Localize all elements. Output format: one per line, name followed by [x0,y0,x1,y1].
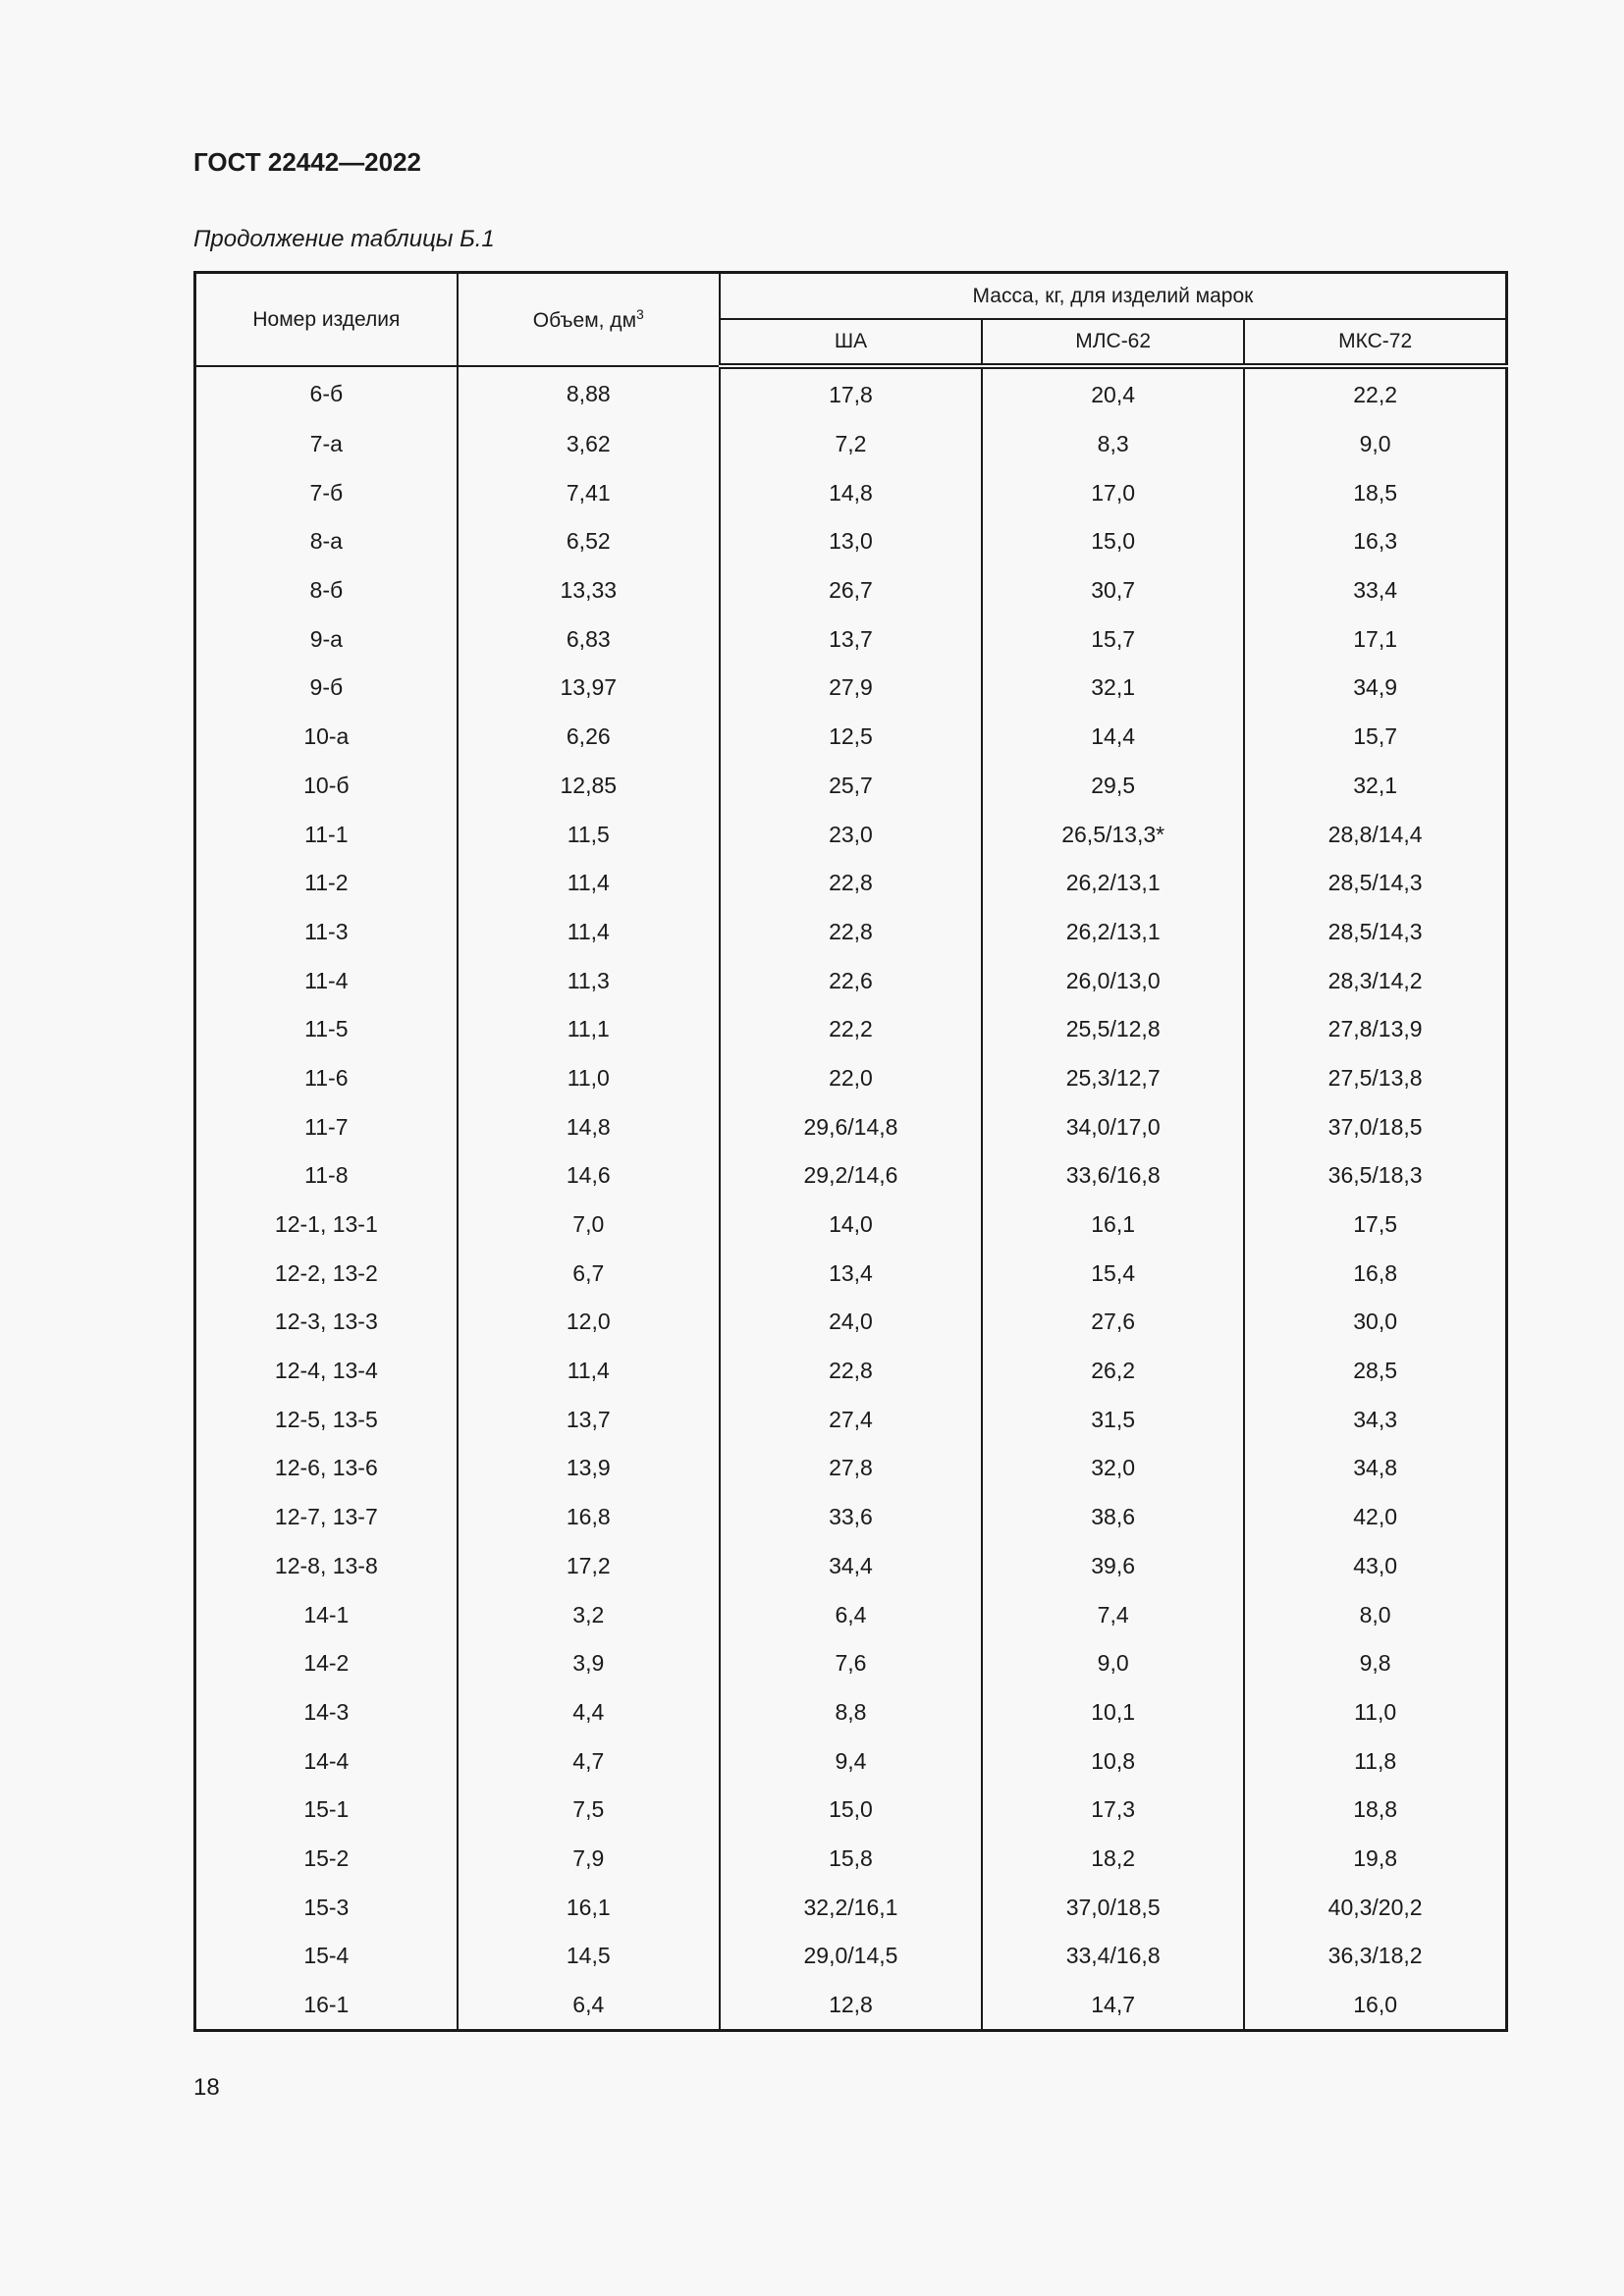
cell-volume: 7,41 [458,468,720,517]
cell-item-number: 15-3 [195,1883,458,1932]
cell-item-number: 14-1 [195,1590,458,1639]
cell-item-number: 11-8 [195,1151,458,1201]
cell-mass-mks72: 16,8 [1244,1249,1506,1298]
cell-mass-mks72: 28,5/14,3 [1244,908,1506,957]
cell-mass-mls62: 26,2 [982,1347,1244,1396]
cell-volume: 12,85 [458,762,720,811]
cell-mass-mks72: 37,0/18,5 [1244,1102,1506,1151]
cell-mass-mks72: 32,1 [1244,762,1506,811]
cell-mass-mks72: 9,0 [1244,420,1506,469]
cell-item-number: 16-1 [195,1981,458,2031]
table-row [195,468,1507,517]
cell-item-number: 11-5 [195,1005,458,1054]
cell-mass-mls62: 39,6 [982,1542,1244,1591]
cell-item-number: 7-а [195,420,458,469]
table-row [195,956,1507,1005]
cell-volume: 11,4 [458,859,720,908]
cell-mass-mks72: 19,8 [1244,1835,1506,1884]
table-row [195,762,1507,811]
cell-mass-mks72: 16,3 [1244,517,1506,566]
cell-mass-mks72: 18,8 [1244,1786,1506,1835]
cell-item-number: 8-а [195,517,458,566]
cell-mass-sha: 7,6 [720,1639,982,1688]
cell-mass-mls62: 26,5/13,3* [982,810,1244,859]
cell-item-number: 12-4, 13-4 [195,1347,458,1396]
table-row [195,1444,1507,1493]
cell-item-number: 12-7, 13-7 [195,1493,458,1542]
cell-mass-sha: 29,0/14,5 [720,1932,982,1981]
cell-mass-mks72: 28,5 [1244,1347,1506,1396]
cell-mass-sha: 25,7 [720,762,982,811]
cell-item-number: 7-б [195,468,458,517]
table-row [195,1981,1507,2031]
cell-volume: 14,8 [458,1102,720,1151]
table-row [195,614,1507,664]
cell-mass-sha: 13,7 [720,614,982,664]
cell-volume: 11,0 [458,1054,720,1103]
cell-mass-mks72: 40,3/20,2 [1244,1883,1506,1932]
table-row [195,810,1507,859]
cell-mass-sha: 15,0 [720,1786,982,1835]
cell-mass-sha: 34,4 [720,1542,982,1591]
table-row [195,420,1507,469]
cell-mass-mls62: 16,1 [982,1201,1244,1250]
table-row [195,1590,1507,1639]
cell-volume: 13,97 [458,664,720,713]
table-caption: Продолжение таблицы Б.1 [193,226,495,252]
cell-mass-mks72: 43,0 [1244,1542,1506,1591]
cell-mass-mks72: 36,5/18,3 [1244,1151,1506,1201]
cell-mass-mls62: 26,2/13,1 [982,908,1244,957]
cell-mass-mls62: 34,0/17,0 [982,1102,1244,1151]
table-row [195,1249,1507,1298]
table-row [195,664,1507,713]
cell-mass-sha: 26,7 [720,566,982,615]
cell-mass-sha: 12,8 [720,1981,982,2031]
table-row [195,566,1507,615]
table-row [195,1786,1507,1835]
cell-volume: 17,2 [458,1542,720,1591]
cell-volume: 7,9 [458,1835,720,1884]
header-volume [458,273,720,367]
cell-mass-mks72: 17,1 [1244,614,1506,664]
cell-mass-mls62: 32,1 [982,664,1244,713]
header-item-number: Номер изделия [195,273,458,367]
cell-mass-mls62: 9,0 [982,1639,1244,1688]
cell-mass-mls62: 27,6 [982,1298,1244,1347]
document-title: ГОСТ 22442—2022 [193,147,421,177]
cell-mass-sha: 22,8 [720,1347,982,1396]
header-grade-sha: ША [720,319,982,366]
cell-volume: 13,7 [458,1395,720,1444]
cell-mass-mls62: 29,5 [982,762,1244,811]
cell-volume: 12,0 [458,1298,720,1347]
cell-mass-mls62: 26,0/13,0 [982,956,1244,1005]
header-volume-label: Объем, дм [532,309,637,332]
cell-volume: 7,0 [458,1201,720,1250]
cell-mass-sha: 14,8 [720,468,982,517]
cell-item-number: 11-6 [195,1054,458,1103]
cell-item-number: 11-7 [195,1102,458,1151]
cell-item-number: 12-2, 13-2 [195,1249,458,1298]
cell-mass-sha: 29,2/14,6 [720,1151,982,1201]
cell-mass-mks72: 42,0 [1244,1493,1506,1542]
table-row [195,1542,1507,1591]
cell-mass-mls62: 10,8 [982,1736,1244,1786]
cell-mass-sha: 17,8 [720,366,982,420]
cell-item-number: 11-2 [195,859,458,908]
cell-volume: 4,7 [458,1736,720,1786]
cell-mass-mks72: 28,5/14,3 [1244,859,1506,908]
table-row [195,1736,1507,1786]
cell-item-number: 15-4 [195,1932,458,1981]
cell-mass-mls62: 17,0 [982,468,1244,517]
cell-volume: 6,26 [458,713,720,762]
cell-mass-mls62: 8,3 [982,420,1244,469]
cell-mass-mls62: 25,3/12,7 [982,1054,1244,1103]
cell-item-number: 14-4 [195,1736,458,1786]
table-row [195,1201,1507,1250]
table-row [195,1688,1507,1737]
cell-mass-sha: 22,0 [720,1054,982,1103]
cell-item-number: 9-а [195,614,458,664]
header-volume-superscript: 3 [636,306,644,322]
cell-mass-mls62: 33,4/16,8 [982,1932,1244,1981]
cell-volume: 13,33 [458,566,720,615]
cell-mass-sha: 27,8 [720,1444,982,1493]
cell-mass-mks72: 34,8 [1244,1444,1506,1493]
cell-volume: 6,7 [458,1249,720,1298]
cell-mass-mks72: 28,8/14,4 [1244,810,1506,859]
table-row [195,1102,1507,1151]
cell-volume: 11,4 [458,1347,720,1396]
cell-mass-mls62: 14,7 [982,1981,1244,2031]
cell-mass-sha: 6,4 [720,1590,982,1639]
cell-item-number: 11-4 [195,956,458,1005]
cell-mass-sha: 8,8 [720,1688,982,1737]
cell-mass-sha: 29,6/14,8 [720,1102,982,1151]
cell-mass-sha: 15,8 [720,1835,982,1884]
cell-mass-mks72: 16,0 [1244,1981,1506,2031]
cell-mass-sha: 27,9 [720,664,982,713]
header-grade-mls62: МЛС-62 [982,319,1244,366]
cell-volume: 13,9 [458,1444,720,1493]
cell-volume: 16,1 [458,1883,720,1932]
cell-mass-sha: 14,0 [720,1201,982,1250]
cell-mass-mls62: 14,4 [982,713,1244,762]
cell-volume: 6,4 [458,1981,720,2031]
cell-volume: 11,3 [458,956,720,1005]
cell-item-number: 9-б [195,664,458,713]
cell-mass-sha: 27,4 [720,1395,982,1444]
cell-mass-mks72: 8,0 [1244,1590,1506,1639]
cell-mass-mls62: 32,0 [982,1444,1244,1493]
cell-item-number: 12-3, 13-3 [195,1298,458,1347]
cell-mass-mks72: 22,2 [1244,366,1506,420]
cell-mass-sha: 23,0 [720,810,982,859]
header-grade-mks72: МКС-72 [1244,319,1506,366]
cell-mass-mls62: 15,4 [982,1249,1244,1298]
cell-item-number: 12-6, 13-6 [195,1444,458,1493]
cell-mass-mks72: 11,8 [1244,1736,1506,1786]
cell-mass-mls62: 15,0 [982,517,1244,566]
cell-volume: 8,88 [458,366,720,420]
table-row [195,1883,1507,1932]
table-row [195,366,1507,420]
cell-mass-sha: 33,6 [720,1493,982,1542]
table-row [195,1932,1507,1981]
cell-item-number: 12-1, 13-1 [195,1201,458,1250]
table-row [195,1054,1507,1103]
cell-mass-mls62: 10,1 [982,1688,1244,1737]
cell-mass-mls62: 31,5 [982,1395,1244,1444]
cell-mass-sha: 9,4 [720,1736,982,1786]
cell-mass-mks72: 34,3 [1244,1395,1506,1444]
table-row [195,1298,1507,1347]
cell-mass-mks72: 30,0 [1244,1298,1506,1347]
cell-mass-mls62: 33,6/16,8 [982,1151,1244,1201]
cell-mass-mks72: 17,5 [1244,1201,1506,1250]
cell-item-number: 12-8, 13-8 [195,1542,458,1591]
cell-mass-mks72: 27,5/13,8 [1244,1054,1506,1103]
table-row [195,1347,1507,1396]
table-row [195,1835,1507,1884]
cell-item-number: 8-б [195,566,458,615]
cell-volume: 7,5 [458,1786,720,1835]
cell-mass-sha: 22,2 [720,1005,982,1054]
cell-item-number: 6-б [195,366,458,420]
cell-mass-mls62: 38,6 [982,1493,1244,1542]
cell-volume: 11,4 [458,908,720,957]
cell-mass-mls62: 7,4 [982,1590,1244,1639]
cell-mass-mls62: 18,2 [982,1835,1244,1884]
cell-mass-sha: 24,0 [720,1298,982,1347]
cell-mass-mls62: 20,4 [982,366,1244,420]
header-mass-group: Масса, кг, для изделий марок [720,273,1507,320]
cell-mass-sha: 22,6 [720,956,982,1005]
cell-volume: 14,5 [458,1932,720,1981]
cell-volume: 16,8 [458,1493,720,1542]
cell-mass-mks72: 36,3/18,2 [1244,1932,1506,1981]
cell-item-number: 10-а [195,713,458,762]
table-row [195,859,1507,908]
cell-mass-sha: 13,0 [720,517,982,566]
table-row [195,713,1507,762]
table-body [195,366,1507,2031]
cell-mass-mks72: 9,8 [1244,1639,1506,1688]
table-row [195,1005,1507,1054]
cell-volume: 14,6 [458,1151,720,1201]
cell-mass-mks72: 33,4 [1244,566,1506,615]
cell-item-number: 10-б [195,762,458,811]
cell-item-number: 15-1 [195,1786,458,1835]
table-row [195,517,1507,566]
mass-table [193,271,1508,2032]
cell-mass-mls62: 15,7 [982,614,1244,664]
cell-mass-mks72: 34,9 [1244,664,1506,713]
cell-item-number: 15-2 [195,1835,458,1884]
cell-volume: 3,62 [458,420,720,469]
cell-mass-mls62: 26,2/13,1 [982,859,1244,908]
cell-mass-mls62: 17,3 [982,1786,1244,1835]
cell-mass-mls62: 25,5/12,8 [982,1005,1244,1054]
cell-mass-sha: 32,2/16,1 [720,1883,982,1932]
cell-item-number: 12-5, 13-5 [195,1395,458,1444]
cell-mass-mks72: 11,0 [1244,1688,1506,1737]
cell-item-number: 11-1 [195,810,458,859]
cell-volume: 4,4 [458,1688,720,1737]
cell-mass-mks72: 28,3/14,2 [1244,956,1506,1005]
cell-mass-mks72: 18,5 [1244,468,1506,517]
cell-mass-sha: 7,2 [720,420,982,469]
cell-item-number: 11-3 [195,908,458,957]
cell-mass-mks72: 15,7 [1244,713,1506,762]
cell-mass-sha: 22,8 [720,859,982,908]
table-row [195,1395,1507,1444]
page-number: 18 [193,2074,220,2101]
cell-mass-mls62: 37,0/18,5 [982,1883,1244,1932]
cell-volume: 11,1 [458,1005,720,1054]
cell-mass-mks72: 27,8/13,9 [1244,1005,1506,1054]
table-row [195,1639,1507,1688]
cell-volume: 3,9 [458,1639,720,1688]
table-row [195,908,1507,957]
cell-mass-sha: 12,5 [720,713,982,762]
cell-mass-mls62: 30,7 [982,566,1244,615]
cell-volume: 6,52 [458,517,720,566]
cell-item-number: 14-2 [195,1639,458,1688]
cell-mass-sha: 13,4 [720,1249,982,1298]
cell-mass-sha: 22,8 [720,908,982,957]
cell-volume: 6,83 [458,614,720,664]
table-row [195,1493,1507,1542]
table-row [195,1151,1507,1201]
cell-volume: 3,2 [458,1590,720,1639]
cell-volume: 11,5 [458,810,720,859]
cell-item-number: 14-3 [195,1688,458,1737]
